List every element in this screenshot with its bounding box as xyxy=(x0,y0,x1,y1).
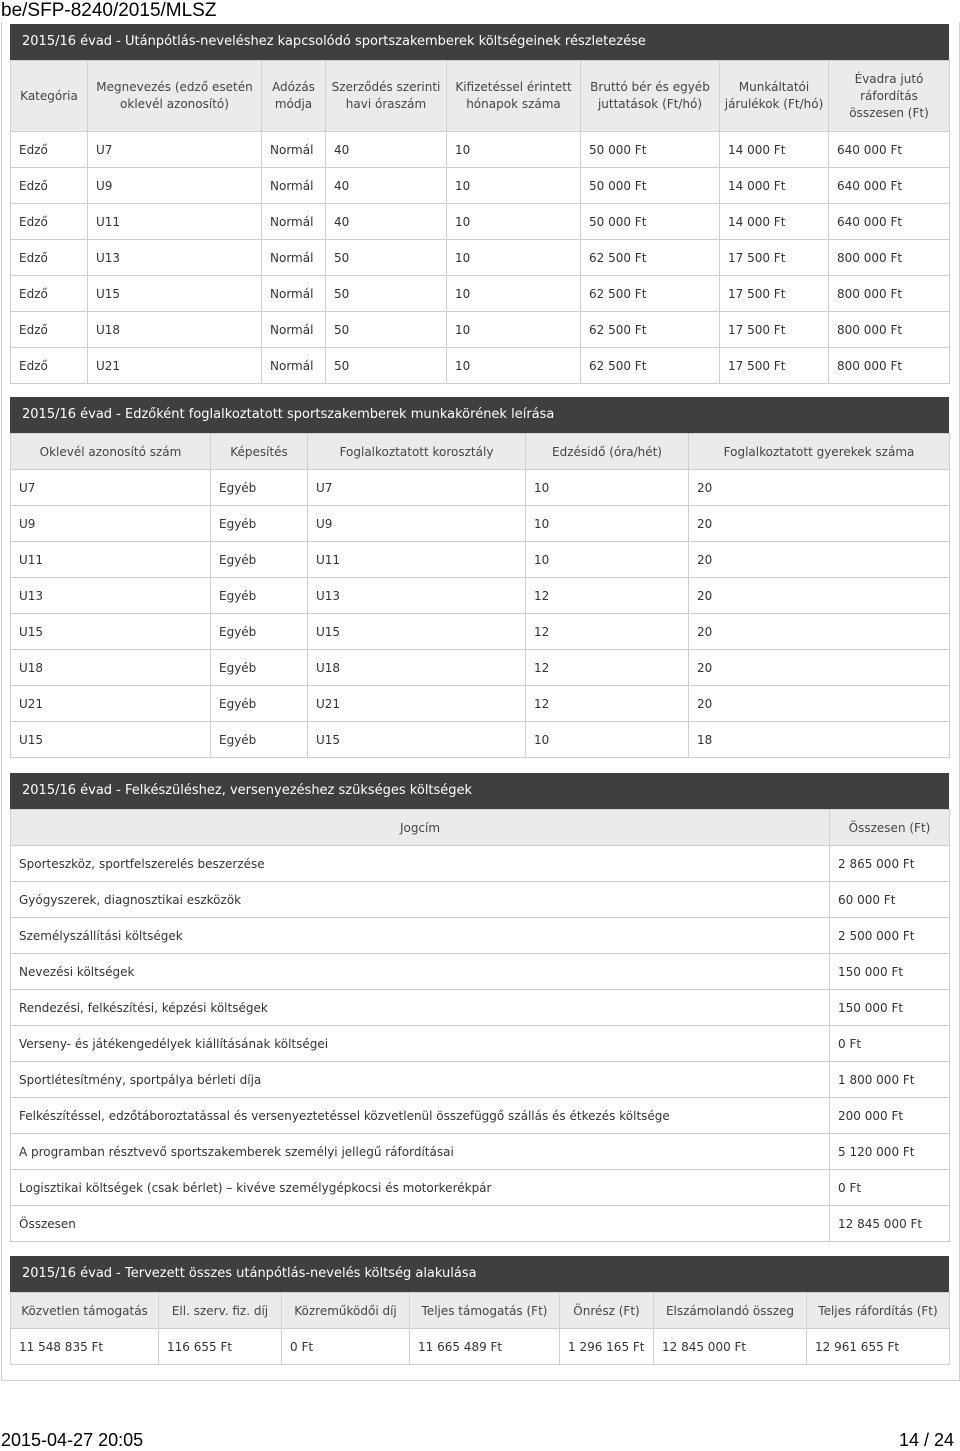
table-cell: 62 500 Ft xyxy=(581,348,720,384)
table-cell: Edző xyxy=(11,168,88,204)
table-cell: A programban résztvevő sportszakemberek személyi jellegű ráfordításai xyxy=(11,1134,830,1170)
table-row xyxy=(11,348,950,384)
column-header: Munkáltatói járulékok (Ft/hó) xyxy=(720,61,829,132)
table-row xyxy=(11,1026,950,1062)
table-cell: U15 xyxy=(308,614,526,650)
column-header: Elszámolandó összeg xyxy=(654,1293,807,1329)
table-cell: U18 xyxy=(11,650,211,686)
table-cell: 20 xyxy=(689,614,950,650)
column-header: Önrész (Ft) xyxy=(560,1293,654,1329)
table-cell: 1 296 165 Ft xyxy=(560,1329,654,1365)
column-header: Kategória xyxy=(11,61,88,132)
column-header: Edzésidő (óra/hét) xyxy=(526,434,689,470)
table-cell: 640 000 Ft xyxy=(829,204,950,240)
table-cell: Edző xyxy=(11,204,88,240)
table-cell: 10 xyxy=(447,168,581,204)
table-cell: Egyéb xyxy=(211,722,308,758)
table-cell: Rendezési, felkészítési, képzési költségek xyxy=(11,990,830,1026)
table-cell: 14 000 Ft xyxy=(720,168,829,204)
table-cell: 50 xyxy=(326,276,447,312)
table-cell: Személyszállítási költségek xyxy=(11,918,830,954)
table-cell: 20 xyxy=(689,542,950,578)
section-title: 2015/16 évad - Tervezett összes utánpótlás-nevelés költség alakulása xyxy=(10,1256,949,1292)
section-title: 2015/16 évad - Utánpótlás-neveléshez kapcsolódó sportszakemberek költségeinek részletezése xyxy=(10,24,949,60)
column-header: Oklevél azonosító szám xyxy=(11,434,211,470)
table-cell: 20 xyxy=(689,506,950,542)
column-header: Foglalkoztatott korosztály xyxy=(308,434,526,470)
total-costs-section xyxy=(10,1256,949,1365)
table-cell: 150 000 Ft xyxy=(830,990,950,1026)
table-cell: 0 Ft xyxy=(830,1170,950,1206)
table-cell: 12 845 000 Ft xyxy=(830,1206,950,1242)
table-cell: 20 xyxy=(689,650,950,686)
table-cell: Egyéb xyxy=(211,686,308,722)
table-cell: U9 xyxy=(11,506,211,542)
table-cell: 10 xyxy=(447,312,581,348)
table-cell: 200 000 Ft xyxy=(830,1098,950,1134)
table-cell: Normál xyxy=(262,312,326,348)
column-header: Adózás módja xyxy=(262,61,326,132)
table-cell: 10 xyxy=(447,204,581,240)
table-row xyxy=(11,506,950,542)
table-row xyxy=(11,312,950,348)
column-header: Összesen (Ft) xyxy=(830,810,950,846)
table-row xyxy=(11,470,950,506)
table-cell: Edző xyxy=(11,240,88,276)
coach-costs-section xyxy=(10,24,949,384)
table-row xyxy=(11,1134,950,1170)
table-row xyxy=(11,1098,950,1134)
table-row xyxy=(11,650,950,686)
table-cell: U21 xyxy=(11,686,211,722)
table-cell: 17 500 Ft xyxy=(720,276,829,312)
table-cell: 62 500 Ft xyxy=(581,276,720,312)
table-cell: Egyéb xyxy=(211,470,308,506)
table-header-row xyxy=(11,810,950,846)
table-cell: 10 xyxy=(447,132,581,168)
table-row xyxy=(11,1062,950,1098)
table-row xyxy=(11,168,950,204)
table-cell: 800 000 Ft xyxy=(829,348,950,384)
table-cell: 20 xyxy=(689,578,950,614)
table-cell: U13 xyxy=(88,240,262,276)
table-cell: Logisztikai költségek (csak bérlet) – kivéve személygépkocsi és motorkerékpár xyxy=(11,1170,830,1206)
table-row xyxy=(11,542,950,578)
table-cell: 17 500 Ft xyxy=(720,240,829,276)
table-cell: U18 xyxy=(88,312,262,348)
table-cell: 800 000 Ft xyxy=(829,240,950,276)
column-header: Képesítés xyxy=(211,434,308,470)
table-cell: 12 961 655 Ft xyxy=(807,1329,950,1365)
column-header: Közreműködői díj xyxy=(282,1293,410,1329)
table-cell: 12 xyxy=(526,650,689,686)
column-header: Jogcím xyxy=(11,810,830,846)
table-cell: U21 xyxy=(308,686,526,722)
coach-costs-table xyxy=(10,60,950,384)
table-cell: Normál xyxy=(262,132,326,168)
table-row xyxy=(11,722,950,758)
table-cell: 150 000 Ft xyxy=(830,954,950,990)
table-row xyxy=(11,1329,950,1365)
table-cell: 640 000 Ft xyxy=(829,168,950,204)
table-cell: 50 000 Ft xyxy=(581,204,720,240)
column-header: Kifizetéssel érintett hónapok száma xyxy=(447,61,581,132)
table-row xyxy=(11,990,950,1026)
table-row xyxy=(11,578,950,614)
table-row xyxy=(11,204,950,240)
table-row xyxy=(11,1170,950,1206)
table-cell: 640 000 Ft xyxy=(829,132,950,168)
table-cell: U13 xyxy=(11,578,211,614)
table-row xyxy=(11,918,950,954)
section-title: 2015/16 évad - Edzőként foglalkoztatott sportszakemberek munkakörének leírása xyxy=(10,397,949,433)
table-row xyxy=(11,846,950,882)
table-cell: Edző xyxy=(11,276,88,312)
table-cell: Normál xyxy=(262,204,326,240)
table-cell: 10 xyxy=(526,722,689,758)
table-row-total xyxy=(11,1206,950,1242)
table-cell: 20 xyxy=(689,686,950,722)
table-cell: 10 xyxy=(526,542,689,578)
table-cell: 12 xyxy=(526,614,689,650)
table-cell: Gyógyszerek, diagnosztikai eszközök xyxy=(11,882,830,918)
table-cell: 50 000 Ft xyxy=(581,168,720,204)
table-cell: 50 000 Ft xyxy=(581,132,720,168)
page-number: 14 / 24 xyxy=(898,1430,954,1450)
table-cell: 0 Ft xyxy=(830,1026,950,1062)
table-cell: Egyéb xyxy=(211,614,308,650)
table-cell: Egyéb xyxy=(211,578,308,614)
preparation-costs-table xyxy=(10,809,950,1242)
table-cell: 2 500 000 Ft xyxy=(830,918,950,954)
table-cell: U11 xyxy=(308,542,526,578)
table-cell: 40 xyxy=(326,132,447,168)
table-cell: 10 xyxy=(447,276,581,312)
table-cell: 14 000 Ft xyxy=(720,204,829,240)
column-header: Foglalkoztatott gyerekek száma xyxy=(689,434,950,470)
column-header: Teljes támogatás (Ft) xyxy=(410,1293,560,1329)
table-row xyxy=(11,276,950,312)
table-row xyxy=(11,240,950,276)
table-cell: Egyéb xyxy=(211,650,308,686)
table-cell: U7 xyxy=(308,470,526,506)
table-cell: 50 xyxy=(326,312,447,348)
table-cell: 18 xyxy=(689,722,950,758)
table-cell: 5 120 000 Ft xyxy=(830,1134,950,1170)
table-cell: U11 xyxy=(88,204,262,240)
table-cell: U9 xyxy=(308,506,526,542)
table-cell: U9 xyxy=(88,168,262,204)
column-header: Közvetlen támogatás xyxy=(11,1293,159,1329)
table-cell: 800 000 Ft xyxy=(829,312,950,348)
table-row xyxy=(11,686,950,722)
table-cell: 20 xyxy=(689,470,950,506)
table-header-row xyxy=(11,434,950,470)
column-header: Évadra jutó ráfordítás összesen (Ft) xyxy=(829,61,950,132)
table-cell: Normál xyxy=(262,276,326,312)
section-title: 2015/16 évad - Felkészüléshez, versenyezéshez szükséges költségek xyxy=(10,773,949,809)
column-header: Szerződés szerinti havi óraszám xyxy=(326,61,447,132)
table-cell: U15 xyxy=(308,722,526,758)
document-id: be/SFP-8240/2015/MLSZ xyxy=(1,0,217,21)
table-cell: 1 800 000 Ft xyxy=(830,1062,950,1098)
table-row xyxy=(11,954,950,990)
table-cell: 62 500 Ft xyxy=(581,240,720,276)
table-row xyxy=(11,882,950,918)
table-cell: Normál xyxy=(262,240,326,276)
table-cell: U15 xyxy=(11,722,211,758)
table-cell: 116 655 Ft xyxy=(159,1329,282,1365)
table-cell: U15 xyxy=(88,276,262,312)
table-cell: Egyéb xyxy=(211,506,308,542)
table-cell: Sportlétesítmény, sportpálya bérleti díja xyxy=(11,1062,830,1098)
table-cell: Egyéb xyxy=(211,542,308,578)
column-header: Bruttó bér és egyéb juttatások (Ft/hó) xyxy=(581,61,720,132)
table-cell: 62 500 Ft xyxy=(581,312,720,348)
table-cell: 12 xyxy=(526,578,689,614)
total-costs-table xyxy=(10,1292,950,1365)
table-cell: 10 xyxy=(526,506,689,542)
table-cell: Összesen xyxy=(11,1206,830,1242)
table-header-row xyxy=(11,1293,950,1329)
table-cell: Normál xyxy=(262,348,326,384)
table-cell: 50 xyxy=(326,348,447,384)
table-cell: 12 845 000 Ft xyxy=(654,1329,807,1365)
table-cell: Sporteszköz, sportfelszerelés beszerzése xyxy=(11,846,830,882)
table-cell: Edző xyxy=(11,132,88,168)
preparation-costs-section xyxy=(10,773,949,1242)
table-cell: U7 xyxy=(88,132,262,168)
table-cell: 2 865 000 Ft xyxy=(830,846,950,882)
footer-timestamp: 2015-04-27 20:05 xyxy=(1,1430,144,1450)
table-cell: 0 Ft xyxy=(282,1329,410,1365)
table-cell: 14 000 Ft xyxy=(720,132,829,168)
table-cell: 800 000 Ft xyxy=(829,276,950,312)
table-cell: 11 665 489 Ft xyxy=(410,1329,560,1365)
table-cell: 60 000 Ft xyxy=(830,882,950,918)
table-cell: U15 xyxy=(11,614,211,650)
table-row xyxy=(11,614,950,650)
column-header: Ell. szerv. fiz. díj xyxy=(159,1293,282,1329)
coach-duties-section xyxy=(10,397,949,758)
table-cell: Edző xyxy=(11,348,88,384)
table-cell: 11 548 835 Ft xyxy=(11,1329,159,1365)
table-cell: 17 500 Ft xyxy=(720,348,829,384)
column-header: Megnevezés (edző esetén oklevél azonosító) xyxy=(88,61,262,132)
table-cell: 40 xyxy=(326,168,447,204)
column-header: Teljes ráfordítás (Ft) xyxy=(807,1293,950,1329)
table-cell: Normál xyxy=(262,168,326,204)
table-cell: 10 xyxy=(447,240,581,276)
table-cell: U13 xyxy=(308,578,526,614)
table-header-row xyxy=(11,61,950,132)
table-cell: U18 xyxy=(308,650,526,686)
table-cell: 17 500 Ft xyxy=(720,312,829,348)
table-cell: 50 xyxy=(326,240,447,276)
table-cell: 12 xyxy=(526,686,689,722)
table-cell: Nevezési költségek xyxy=(11,954,830,990)
table-cell: U21 xyxy=(88,348,262,384)
table-cell: 10 xyxy=(447,348,581,384)
table-cell: U7 xyxy=(11,470,211,506)
table-row xyxy=(11,132,950,168)
coach-duties-table xyxy=(10,433,950,758)
table-cell: Verseny- és játékengedélyek kiállításának költségei xyxy=(11,1026,830,1062)
table-cell: U11 xyxy=(11,542,211,578)
table-cell: 10 xyxy=(526,470,689,506)
table-cell: 40 xyxy=(326,204,447,240)
table-cell: Felkészítéssel, edzőtáboroztatással és versenyeztetéssel közvetlenül összefüggő szállás és étkezés költsége xyxy=(11,1098,830,1134)
table-cell: Edző xyxy=(11,312,88,348)
